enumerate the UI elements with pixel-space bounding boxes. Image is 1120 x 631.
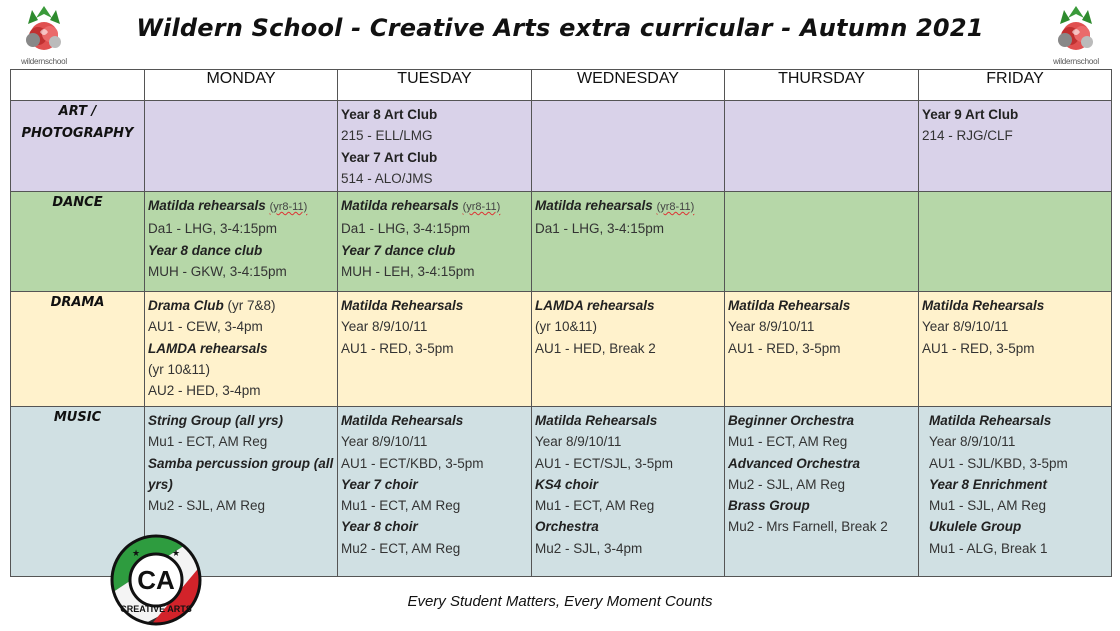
- day-header-tuesday: TUESDAY: [338, 70, 532, 101]
- activity-title: Matilda Rehearsals: [728, 298, 851, 313]
- activity-detail: Mu1 - ALG, Break 1: [929, 540, 1048, 556]
- activity-title: Matilda Rehearsals: [929, 413, 1052, 428]
- activity-title: Year 8 choir: [341, 519, 418, 535]
- activity-title: Drama Club: [148, 298, 224, 313]
- activity-detail: Da1 - LHG, 3-4:15pm: [341, 221, 471, 237]
- cell-drama-friday: [919, 292, 1112, 407]
- activity-detail: Mu2 - ECT, AM Reg: [341, 540, 461, 556]
- row-art-photography: [11, 101, 1112, 192]
- row-dance: [11, 192, 1112, 292]
- page-title: Wildern School - Creative Arts extra curricular - Autumn 2021: [136, 14, 984, 42]
- cell-music-thursday: [725, 407, 919, 577]
- activity-detail: Da1 - LHG, 3-4:15pm: [148, 221, 278, 237]
- activity-detail: 214 - RJG/CLF: [922, 128, 1013, 144]
- activity-detail: Mu2 - SJL, 3-4pm: [535, 540, 643, 556]
- activity-title: Year 7 Art Club: [341, 149, 438, 165]
- badge-small-text: CREATIVE ARTS: [120, 604, 192, 614]
- activity-detail: Mu1 - ECT, AM Reg: [341, 498, 461, 514]
- activity-title: Beginner Orchestra: [728, 413, 855, 428]
- activity-detail: Mu1 - SJL, AM Reg: [929, 498, 1047, 514]
- activity-title: Year 7 choir: [341, 476, 418, 492]
- timetable: [10, 69, 1112, 577]
- activity-title: Year 9 Art Club: [922, 107, 1019, 122]
- activity-title: Matilda rehearsals: [535, 198, 653, 213]
- activity-detail: MUH - GKW, 3-4:15pm: [148, 263, 287, 279]
- cell-art-tuesday: [338, 101, 532, 192]
- activity-note: (yr8-11): [656, 201, 695, 213]
- activity-title: Year 8 dance club: [148, 242, 263, 258]
- cell-dance-monday: [145, 192, 338, 292]
- activity-title: Year 8 Enrichment: [929, 476, 1048, 492]
- cell-art-monday: [145, 101, 338, 192]
- cell-music-tuesday: [338, 407, 532, 577]
- category-label: MUSIC: [53, 410, 102, 425]
- activity-detail: 514 - ALO/JMS: [341, 170, 433, 186]
- cell-art-wednesday: [532, 101, 725, 192]
- activity-detail: Mu1 - ECT, AM Reg: [728, 434, 848, 450]
- activity-title: Year 8 Art Club: [341, 107, 438, 122]
- day-header-row: [11, 70, 1112, 101]
- activity-detail: MUH - LEH, 3-4:15pm: [341, 263, 475, 279]
- cell-dance-wednesday: [532, 192, 725, 292]
- cell-dance-thursday: [725, 192, 919, 292]
- logo-text: wildernschool: [21, 57, 67, 66]
- school-logo-left: [14, 4, 74, 66]
- activity-detail: Year 8/9/10/11: [922, 319, 1009, 335]
- category-dance: [11, 192, 145, 292]
- activity-detail: Year 8/9/10/11: [728, 319, 815, 335]
- activity-detail: AU1 - ECT/SJL, 3-5pm: [535, 455, 674, 471]
- footer-motto: Every Student Matters, Every Moment Counts: [407, 593, 713, 610]
- creative-arts-logo-icon: [110, 534, 202, 626]
- category-label: DANCE: [52, 195, 103, 210]
- cell-music-friday: [919, 407, 1112, 577]
- activity-detail: AU1 - HED, Break 2: [535, 340, 656, 356]
- activity-detail: 215 - ELL/LMG: [341, 128, 433, 144]
- activity-title: String Group (all yrs): [148, 413, 284, 428]
- activity-detail: Mu2 - SJL, AM Reg: [148, 498, 266, 514]
- rose-icon: [14, 4, 74, 54]
- cell-drama-tuesday: [338, 292, 532, 407]
- category-drama: [11, 292, 145, 407]
- svg-text:★: ★: [132, 548, 141, 558]
- category-art-photography: [11, 101, 145, 192]
- activity-note: (yr8-11): [462, 201, 501, 213]
- category-label: DRAMA: [50, 295, 105, 310]
- activity-detail: Year 8/9/10/11: [929, 434, 1016, 450]
- activity-title: Samba percussion group (all yrs): [148, 455, 334, 492]
- activity-detail: Year 8/9/10/11: [341, 319, 428, 335]
- activity-detail: AU1 - RED, 3-5pm: [341, 340, 454, 356]
- activity-note: (yr 10&11): [535, 319, 598, 335]
- activity-title: KS4 choir: [535, 476, 599, 492]
- activity-title: LAMDA rehearsals: [148, 340, 268, 356]
- activity-detail: AU1 - SJL/KBD, 3-5pm: [929, 455, 1068, 471]
- activity-title: LAMDA rehearsals: [535, 298, 655, 313]
- activity-note: (yr 10&11): [148, 361, 211, 377]
- activity-title: Matilda Rehearsals: [341, 413, 464, 428]
- school-logo-right: [1046, 4, 1106, 66]
- day-header-thursday: THURSDAY: [725, 70, 919, 101]
- category-label: ART / PHOTOGRAPHY: [21, 104, 134, 141]
- cell-dance-tuesday: [338, 192, 532, 292]
- cell-drama-thursday: [725, 292, 919, 407]
- activity-detail: Da1 - LHG, 3-4:15pm: [535, 221, 665, 237]
- activity-detail: Mu2 - Mrs Farnell, Break 2: [728, 519, 888, 535]
- cell-art-thursday: [725, 101, 919, 192]
- activity-title: Advanced Orchestra: [728, 455, 861, 471]
- activity-detail: Year 8/9/10/11: [341, 434, 428, 450]
- activity-detail: Year 8/9/10/11: [535, 434, 622, 450]
- cell-dance-friday: [919, 192, 1112, 292]
- logo-text: wildernschool: [1053, 57, 1099, 66]
- creative-arts-badge: [110, 534, 202, 626]
- activity-detail: AU1 - ECT/KBD, 3-5pm: [341, 455, 484, 471]
- corner-cell: [11, 70, 145, 101]
- activity-title: Year 7 dance club: [341, 242, 456, 258]
- activity-title: Ukulele Group: [929, 519, 1022, 535]
- activity-title: Orchestra: [535, 519, 599, 535]
- activity-detail: Mu2 - SJL, AM Reg: [728, 476, 846, 492]
- cell-drama-wednesday: [532, 292, 725, 407]
- activity-detail: AU2 - HED, 3-4pm: [148, 383, 261, 399]
- badge-big-text: CA: [137, 565, 175, 595]
- activity-title: Matilda rehearsals: [148, 198, 266, 213]
- day-header-wednesday: WEDNESDAY: [532, 70, 725, 101]
- row-drama: [11, 292, 1112, 407]
- activity-note: (yr8-11): [269, 201, 308, 213]
- activity-detail: AU1 - CEW, 3-4pm: [148, 319, 263, 335]
- day-header-friday: FRIDAY: [919, 70, 1112, 101]
- activity-detail: Mu1 - ECT, AM Reg: [535, 498, 655, 514]
- activity-title: Brass Group: [728, 498, 810, 514]
- activity-detail: AU1 - RED, 3-5pm: [728, 340, 841, 356]
- activity-title: Matilda Rehearsals: [922, 298, 1045, 313]
- activity-detail: Mu1 - ECT, AM Reg: [148, 434, 268, 450]
- activity-note: (yr 7&8): [227, 298, 276, 313]
- rose-icon: [1046, 4, 1106, 54]
- activity-title: Matilda rehearsals: [341, 198, 459, 213]
- activity-title: Matilda Rehearsals: [341, 298, 464, 313]
- cell-art-friday: [919, 101, 1112, 192]
- cell-drama-monday: [145, 292, 338, 407]
- cell-music-wednesday: [532, 407, 725, 577]
- activity-detail: AU1 - RED, 3-5pm: [922, 340, 1035, 356]
- svg-text:★: ★: [172, 548, 181, 558]
- activity-title: Matilda Rehearsals: [535, 413, 658, 428]
- day-header-monday: MONDAY: [145, 70, 338, 101]
